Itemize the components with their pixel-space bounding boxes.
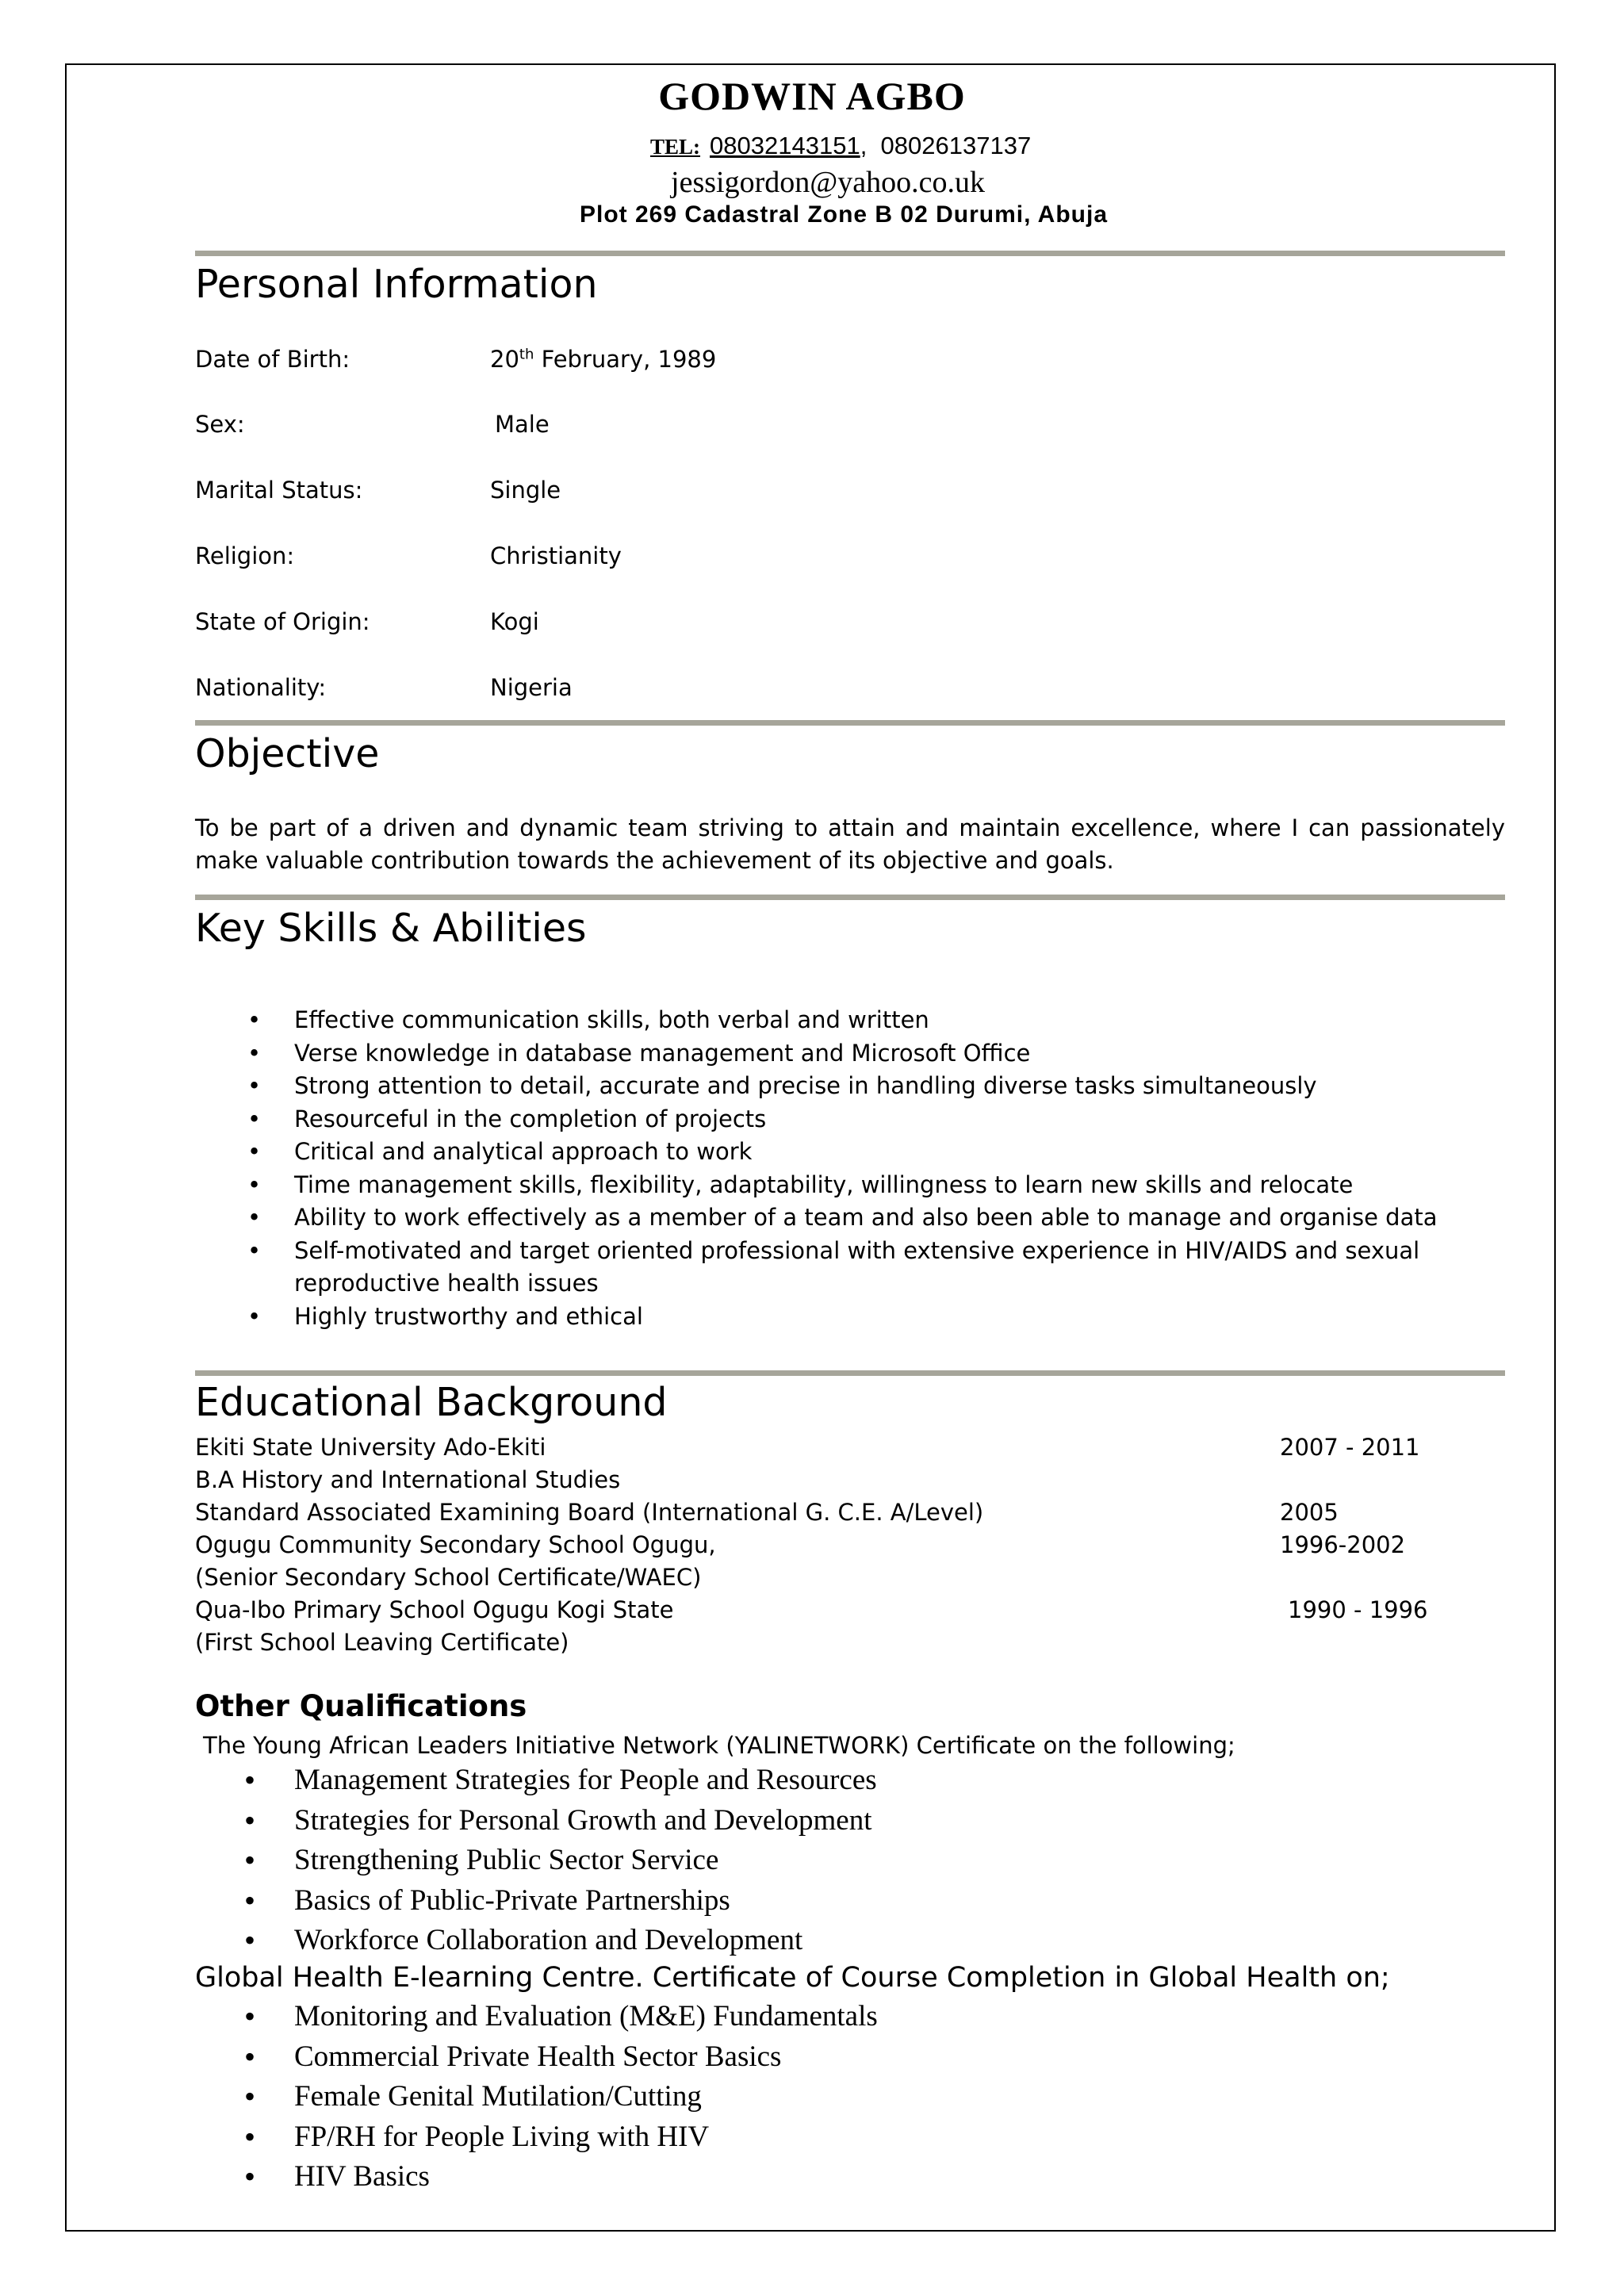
list-item: • Monitoring and Evaluation (M&E) Fundamentals [195,1997,1505,2037]
list-item: • Strengthening Public Sector Service [195,1841,1505,1881]
list-item: • Verse knowledge in database management and Microsoft Office [195,1037,1505,1071]
sex-value: Male [495,411,550,438]
education-row-year: 1996-2002 [1280,1531,1406,1558]
section-divider [195,251,1505,256]
list-item: • HIV Basics [195,2157,1505,2197]
list-item: • FP/RH for People Living with HIV [195,2117,1505,2158]
postal-address: Plot 269 Cadastral Zone B 02 Durumi, Abuja [579,201,1109,228]
nationality-value: Nigeria [490,674,573,701]
yali-intro: The Young African Leaders Initiative Network (YALINETWORK) Certificate on the following; [203,1732,1235,1759]
dob-ordinal: th [519,346,534,363]
list-item: • Strategies for Personal Growth and Development [195,1801,1505,1841]
list-item: • Workforce Collaboration and Development [195,1921,1505,1961]
education-row-year: 2005 [1280,1499,1339,1526]
dob-day: 20 [490,346,519,373]
ghec-intro: Global Health E-learning Centre. Certificate of Course Completion in Global Health on; [195,1962,1390,1994]
objective-line-1: To be part of a driven and dynamic team striving to attain and maintain excellence, where I can passionately [195,814,1505,841]
education-heading: Educational Background [195,1380,668,1425]
section-divider [195,1370,1505,1376]
state-of-origin-value: Kogi [490,608,539,635]
list-item: • Critical and analytical approach to work [195,1136,1505,1169]
skills-list [195,1004,1505,1333]
education-row-text: B.A History and International Studies [195,1466,621,1493]
marital-status-label: Marital Status: [195,477,363,504]
phone-line [650,132,1031,160]
education-row-text: Standard Associated Examining Board (International G. C.E. A/Level) [195,1499,984,1526]
skills-heading: Key Skills & Abilities [195,906,587,951]
marital-status-value: Single [490,477,561,504]
list-item: • Resourceful in the completion of projects [195,1103,1505,1136]
list-item: • Time management skills, flexibility, adaptability, willingness to learn new skills and relocate [195,1169,1505,1202]
objective-heading: Objective [195,731,380,776]
list-item: • Strong attention to detail, accurate and precise in handling diverse tasks simultaneously [195,1070,1505,1103]
other-qualifications-heading: Other Qualifications [195,1689,527,1723]
dob-value [490,346,716,373]
list-item: • Self-motivated and target oriented professional with extensive experience in HIV/AIDS and sexual reproductive health issues [195,1235,1505,1301]
list-item: • Effective communication skills, both verbal and written [195,1004,1505,1037]
objective-text [195,812,1505,877]
list-item: • Highly trustworthy and ethical [195,1301,1505,1334]
section-divider [195,720,1505,726]
yali-certificate-list [195,1761,1505,1961]
phone-number-2[interactable]: 08026137137 [880,132,1032,159]
list-item: • Ability to work effectively as a member of a team and also been able to manage and organise data [195,1201,1505,1235]
education-row-text: Ogugu Community Secondary School Ogugu, [195,1531,716,1558]
list-item: • Female Genital Mutilation/Cutting [195,2077,1505,2117]
education-row-text: Ekiti State University Ado-Ekiti [195,1434,546,1461]
section-divider [195,895,1505,900]
phone-separator: , [860,132,868,159]
dob-month-year: February, 1989 [534,346,717,373]
nationality-label: Nationality: [195,674,327,701]
education-row-year: 1990 - 1996 [1288,1596,1428,1623]
list-item: • Basics of Public-Private Partnerships [195,1881,1505,1921]
list-item: • Commercial Private Health Sector Basics [195,2037,1505,2078]
list-item: • Management Strategies for People and Resources [195,1761,1505,1801]
tel-label: TEL: [650,135,701,159]
dob-label: Date of Birth: [195,346,350,373]
ghec-certificate-list [195,1997,1505,2197]
personal-info-heading: Personal Information [195,262,598,307]
objective-line-2: make valuable contribution towards the achievement of its objective and goals. [195,847,1114,874]
education-row-text: (Senior Secondary School Certificate/WAEC) [195,1564,702,1591]
email-address[interactable]: jessigordon@yahoo.co.uk [671,166,985,199]
phone-number-1[interactable]: 08032143151 [710,132,860,159]
sex-label: Sex: [195,411,245,438]
education-row-text: (First School Leaving Certificate) [195,1629,569,1656]
state-of-origin-label: State of Origin: [195,608,370,635]
candidate-name: GODWIN AGBO [658,74,966,118]
religion-label: Religion: [195,542,295,569]
education-row-text: Qua-Ibo Primary School Ogugu Kogi State [195,1596,674,1623]
religion-value: Christianity [490,542,622,569]
education-row-year: 2007 - 2011 [1280,1434,1420,1461]
